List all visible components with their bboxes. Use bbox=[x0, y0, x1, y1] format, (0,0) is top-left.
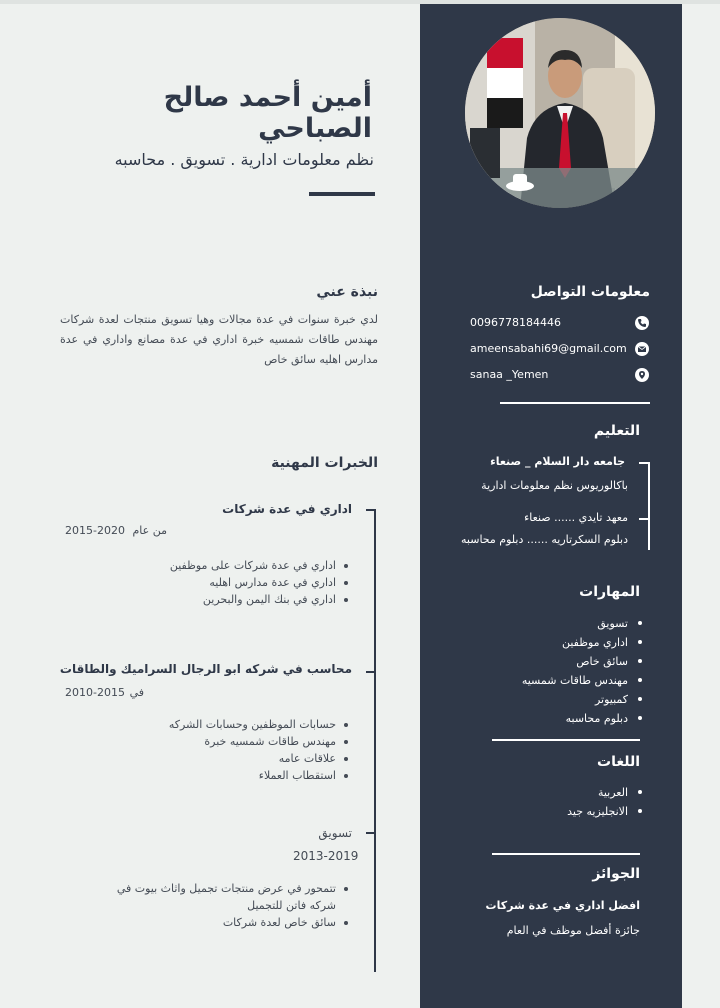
name-underline bbox=[309, 192, 375, 196]
profile-photo bbox=[465, 18, 655, 208]
list-item: علاقات عامه bbox=[50, 750, 350, 767]
job-period: 2015-2020 bbox=[65, 524, 125, 537]
section-divider bbox=[492, 853, 640, 855]
job-title: محاسب في شركه ابو الرجال السراميك والطاقات bbox=[59, 662, 352, 676]
job-period-label: في bbox=[129, 686, 144, 699]
education-timeline bbox=[648, 462, 650, 550]
timeline-tick bbox=[366, 671, 376, 673]
list-item: سائق خاص bbox=[464, 652, 644, 671]
languages-title: اللغات bbox=[597, 754, 640, 770]
list-item: اداري في بنك اليمن والبحرين bbox=[50, 591, 350, 608]
right-margin bbox=[682, 4, 720, 1008]
phone-number[interactable]: 0096778184446 bbox=[470, 316, 561, 329]
timeline-tick bbox=[639, 462, 649, 464]
job-period: 2010-2015 bbox=[65, 686, 125, 699]
list-item: دبلوم محاسبه bbox=[464, 709, 644, 728]
timeline-tick bbox=[639, 518, 649, 520]
job-duties-list bbox=[50, 716, 350, 784]
job-duties-list bbox=[50, 880, 350, 931]
education-degree: دبلوم السكرتاريه ...... دبلوم محاسبه bbox=[461, 533, 628, 546]
list-item: مهندس طاقات شمسيه bbox=[464, 671, 644, 690]
list-item: تسويق bbox=[464, 614, 644, 633]
location-icon bbox=[635, 368, 649, 382]
timeline-tick bbox=[366, 509, 376, 511]
job-period-label: من عام bbox=[132, 524, 167, 537]
job-period: 2013-2019 bbox=[293, 849, 359, 863]
about-text: لدي خبرة سنوات في عدة مجالات وهيا تسويق منتجات لعدة شركات مهندس طاقات شمسيه خبرة اداري في عدة مصانع واداري في عدة مدارس اهليه سائق خاص bbox=[60, 313, 378, 366]
list-item: سائق خاص لعدة شركات bbox=[50, 914, 350, 931]
full-name: أمين أحمد صالح الصباحي bbox=[163, 82, 372, 144]
list-item: اداري في عدة مدارس اهليه bbox=[50, 574, 350, 591]
about-title: نبذة عني bbox=[316, 284, 378, 300]
skills-title: المهارات bbox=[579, 584, 640, 600]
phone-icon bbox=[635, 316, 649, 330]
job-duties-list bbox=[50, 557, 350, 608]
contact-title: معلومات التواصل bbox=[530, 284, 650, 300]
skills-list bbox=[464, 614, 644, 728]
timeline-tick bbox=[366, 832, 376, 834]
list-item: كمبيوتر bbox=[464, 690, 644, 709]
list-item: الانجليزيه جيد bbox=[464, 802, 644, 821]
location-text: sanaa _Yemen bbox=[470, 368, 549, 381]
email-address[interactable]: ameensabahi69@gmail.com bbox=[470, 342, 627, 355]
education-school: جامعه دار السلام _ صنعاء bbox=[490, 455, 625, 468]
job-title: اداري في عدة شركات bbox=[222, 502, 352, 516]
award-title: افضل اداري في عدة شركات bbox=[485, 899, 640, 912]
list-item: العربية bbox=[464, 783, 644, 802]
experience-title: الخبرات المهنية bbox=[271, 455, 378, 471]
languages-list bbox=[464, 783, 644, 821]
awards-title: الجوائز bbox=[592, 866, 640, 882]
list-item: حسابات الموظفين وحسابات الشركه bbox=[50, 716, 350, 733]
education-degree: باكالوريوس نظم معلومات ادارية bbox=[481, 479, 628, 492]
education-title: التعليم bbox=[593, 423, 640, 439]
job-subtitle: نظم معلومات ادارية . تسويق . محاسبه bbox=[114, 150, 374, 169]
section-divider bbox=[500, 402, 650, 404]
list-item: مهندس طاقات شمسيه خبرة bbox=[50, 733, 350, 750]
section-divider bbox=[492, 739, 640, 741]
list-item: اداري في عدة شركات على موظفين bbox=[50, 557, 350, 574]
list-item: استقطاب العملاء bbox=[50, 767, 350, 784]
list-item: تتمحور في عرض منتجات تجميل واثاث بيوت في شركه فاتن للتجميل bbox=[50, 880, 350, 914]
award-description: جائزة أفضل موظف في العام bbox=[506, 924, 640, 937]
education-school: معهد تايدي ...... صنعاء bbox=[524, 511, 628, 524]
experience-timeline bbox=[374, 509, 376, 972]
job-title: تسويق bbox=[318, 826, 352, 840]
list-item: اداري موظفين bbox=[464, 633, 644, 652]
